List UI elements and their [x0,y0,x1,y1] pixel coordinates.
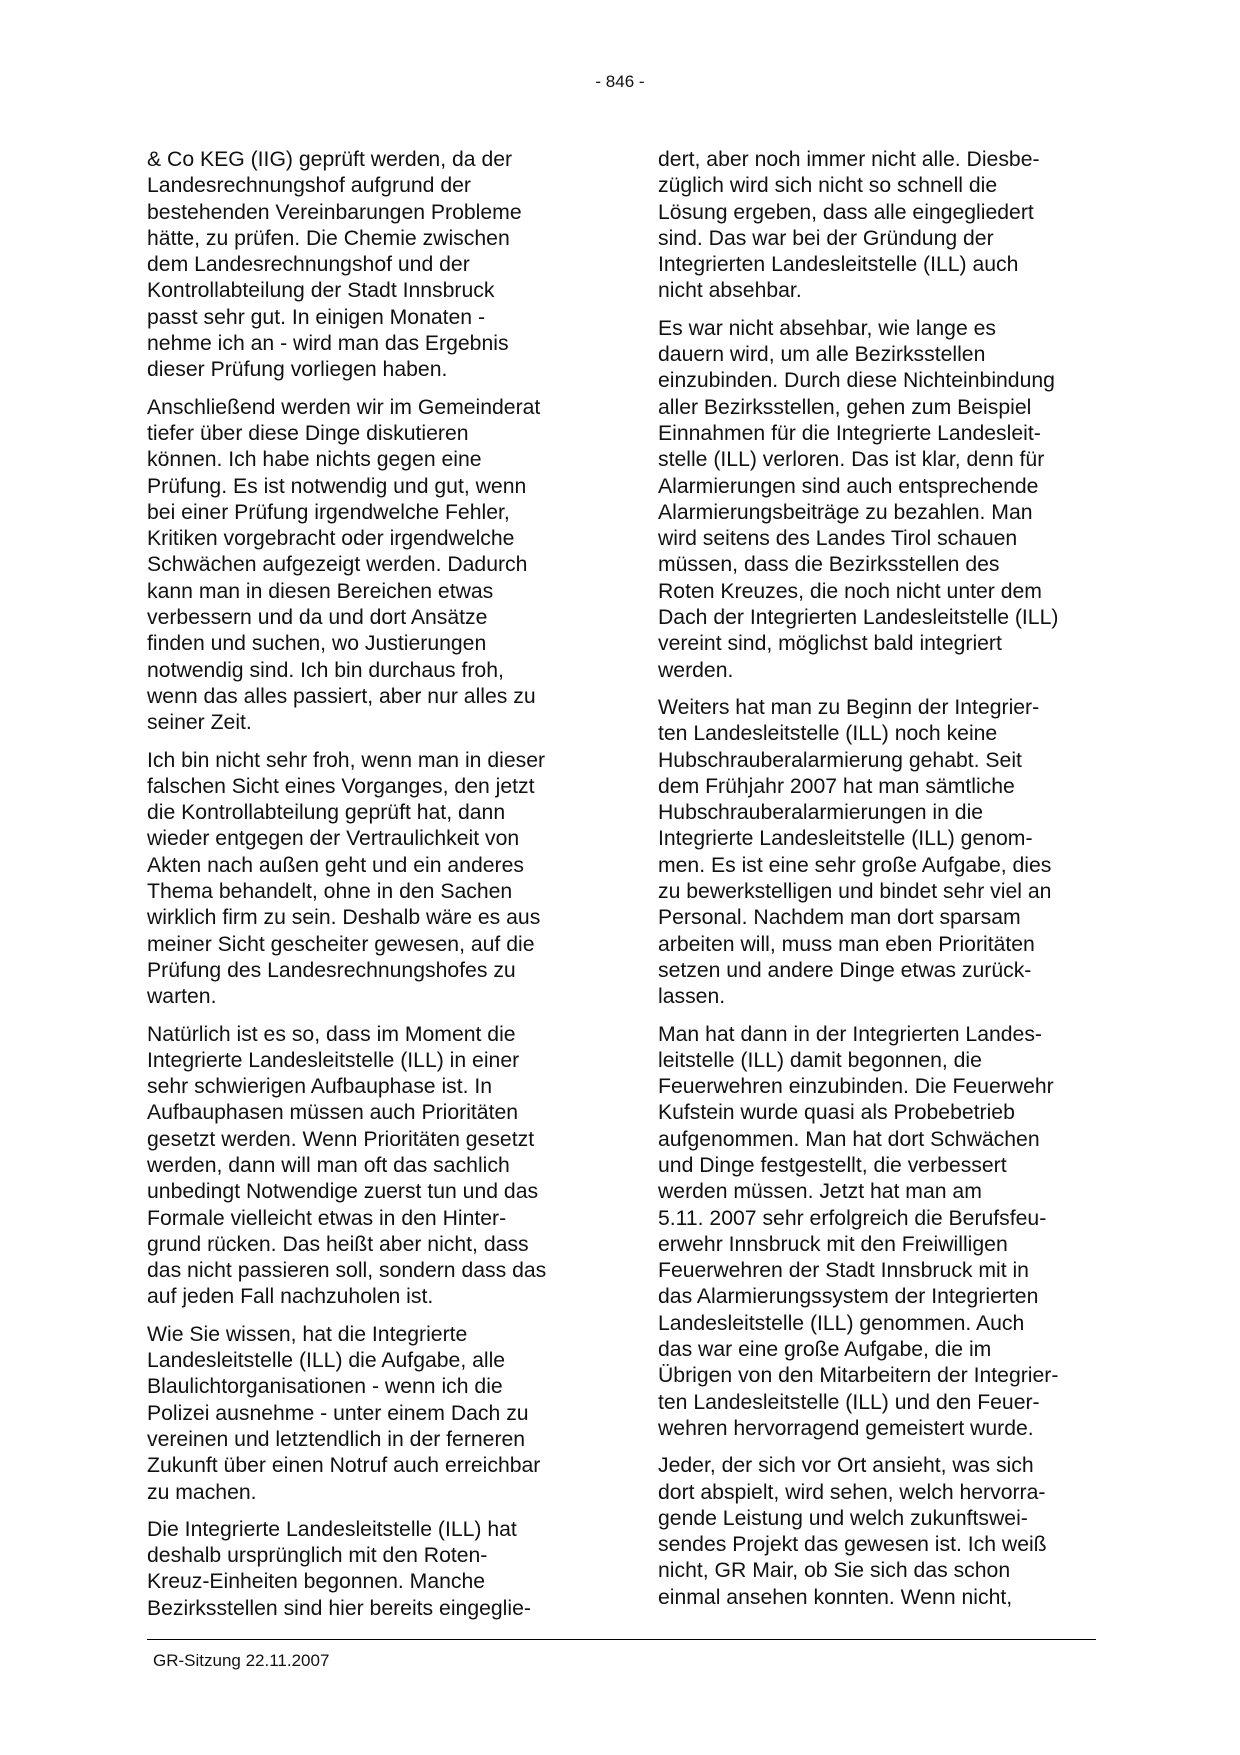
text-line: Übrigen von den Mitarbeitern der Integrier- [658,1364,1059,1388]
text-line: Polizei ausnehme - unter einem Dach zu [147,1401,529,1425]
text-line: gesetzt werden. Wenn Prioritäten gesetzt [147,1127,535,1151]
text-line: nehme ich an - wird man das Ergebnis [147,332,509,356]
text-line: dieser Prüfung vorliegen haben. [147,358,448,382]
text-line: dem Frühjahr 2007 hat man sämtliche [658,774,1015,798]
text-line: Schwächen aufgezeigt werden. Dadurch [147,553,528,577]
text-line: Dach der Integrierten Landesleitstelle (ILL) [658,606,1059,630]
text-line: aller Bezirksstellen, gehen zum Beispiel [658,395,1032,419]
text-line: unbedingt Notwendige zuerst tun und das [147,1180,539,1204]
right-column [658,147,1106,1622]
text-line: dort abspielt, wird sehen, welch hervorra- [658,1480,1046,1504]
text-line: Kritiken vorgebracht oder irgendwelche [147,527,515,551]
text-line: einmal ansehen konnten. Wenn nicht, [658,1585,1013,1609]
text-line: Formale vielleicht etwas in den Hinter- [147,1206,507,1230]
text-line: deshalb ursprünglich mit den Roten- [147,1544,488,1568]
text-line: Jeder, der sich vor Ort ansieht, was sich [658,1454,1034,1478]
text-line: passt sehr gut. In einigen Monaten - [147,305,486,329]
text-line: stelle (ILL) verloren. Das ist klar, denn für [658,448,1045,472]
text-line: sehr schwierigen Aufbauphase ist. In [147,1075,493,1099]
text-line: Prüfung. Es ist notwendig und gut, wenn [147,474,527,498]
text-line: men. Es ist eine sehr große Aufgabe, dies [658,853,1052,877]
text-line: aufgenommen. Man hat dort Schwächen [658,1127,1040,1151]
text-line: vereint sind, möglichst bald integriert [658,632,1002,656]
text-line: & Co KEG (IIG) geprüft werden, da der [147,148,513,171]
text-line: Kreuz-Einheiten begonnen. Manche [147,1570,486,1594]
text-line: Integrierte Landesleitstelle (ILL) in einer [147,1048,520,1072]
text-line: erwehr Innsbruck mit den Freiwilligen [658,1232,1008,1256]
paragraph [147,395,595,737]
text-line: Roten Kreuzes, die noch nicht unter dem [658,579,1042,603]
text-line: wenn das alles passiert, aber nur alles zu [147,684,536,708]
text-line: bei einer Prüfung irgendwelche Fehler, [147,500,510,524]
paragraph [147,1022,595,1311]
text-line: zu bewerkstelligen und bindet sehr viel an [658,880,1052,904]
text-line: Ich bin nicht sehr froh, wenn man in dieser [147,748,546,772]
text-line: Wie Sie wissen, hat die Integrierte [147,1322,468,1346]
footer-divider [147,1639,1096,1640]
text-line: Personal. Nachdem man dort sparsam [658,906,1021,930]
text-line: die Kontrollabteilung geprüft hat, dann [147,801,506,825]
text-line: sind. Das war bei der Gründung der [658,226,994,250]
text-line: auf jeden Fall nachzuholen ist. [147,1285,434,1309]
text-line: Man hat dann in der Integrierten Landes- [658,1022,1042,1046]
text-line: das war eine große Aufgabe, die im [658,1338,992,1362]
text-line: Aufbauphasen müssen auch Prioritäten [147,1101,519,1125]
text-line: verbessern und da und dort Ansätze [147,606,488,630]
text-line: ten Landesleitstelle (ILL) noch keine [658,722,998,746]
text-line: züglich wird sich nicht so schnell die [658,174,998,198]
text-line: einzubinden. Durch diese Nichteinbindung [658,369,1055,393]
text-line: Alarmierungen sind auch entsprechende [658,474,1039,498]
text-line: sendes Projekt das gewesen ist. Ich weiß [658,1533,1047,1557]
text-line: hätte, zu prüfen. Die Chemie zwischen [147,226,510,250]
text-line: Landesrechnungshof aufgrund der [147,174,471,198]
paragraph [147,147,595,384]
text-line: Kufstein wurde quasi als Probebetrieb [658,1101,1015,1125]
text-line: finden und suchen, wo Justierungen [147,632,487,656]
text-line: werden, dann will man oft das sachlich [147,1153,510,1177]
paragraph [658,147,1106,305]
text-line: dert, aber noch immer nicht alle. Diesbe- [658,148,1040,171]
text-line: Akten nach außen geht und ein anderes [147,853,524,877]
text-line: Landesleitstelle (ILL) die Aufgabe, alle [147,1349,506,1373]
text-line: Alarmierungsbeiträge zu bezahlen. Man [658,500,1033,524]
text-line: wehren hervorragend gemeistert wurde. [658,1416,1034,1440]
text-line: Kontrollabteilung der Stadt Innsbruck [147,279,495,303]
paragraph [658,695,1106,1011]
footer-session-date: GR-Sitzung 22.11.2007 [153,1651,330,1670]
text-line: und Dinge festgestellt, die verbessert [658,1153,1007,1177]
text-line: setzen und andere Dinge etwas zurück- [658,958,1032,982]
text-line: wirklich firm zu sein. Deshalb wäre es aus [147,906,541,930]
paragraph [147,748,595,1011]
text-line: Integrierten Landesleitstelle (ILL) auch [658,253,1019,277]
text-line: vereinen und letztendlich in der ferneren [147,1427,526,1451]
text-line: 5.11. 2007 sehr erfolgreich die Berufsfeu- [658,1206,1047,1230]
text-line: wird seitens des Landes Tirol schauen [658,527,1018,551]
text-line: dauern wird, um alle Bezirksstellen [658,343,986,367]
text-line: nicht, GR Mair, ob Sie sich das schon [658,1559,1011,1583]
text-line: notwendig sind. Ich bin durchaus froh, [147,658,504,682]
text-line: Integrierte Landesleitstelle (ILL) genom- [658,827,1033,851]
text-line: Zukunft über einen Notruf auch erreichbar [147,1454,541,1478]
paragraph [658,316,1106,684]
text-line: wieder entgegen der Vertraulichkeit von [147,827,520,851]
text-line: Thema behandelt, ohne in den Sachen [147,880,513,904]
paragraph [147,1322,595,1506]
text-line: Hubschrauberalarmierung gehabt. Seit [658,748,1022,772]
text-line: können. Ich habe nichts gegen eine [147,448,482,472]
text-line: bestehenden Vereinbarungen Probleme [147,200,522,224]
text-line: Natürlich ist es so, dass im Moment die [147,1022,516,1046]
text-line: Bezirksstellen sind hier bereits eingeglie- [147,1596,531,1620]
text-line: Blaulichtorganisationen - wenn ich die [147,1375,503,1399]
text-line: ten Landesleitstelle (ILL) und den Feuer- [658,1390,1040,1414]
text-line: seiner Zeit. [147,711,252,735]
text-line: gende Leistung und welch zukunftswei- [658,1506,1028,1530]
text-line: grund rücken. Das heißt aber nicht, dass [147,1232,529,1256]
text-line: Landesleitstelle (ILL) genommen. Auch [658,1311,1025,1335]
text-line: Lösung ergeben, dass alle eingegliedert [658,200,1034,224]
text-line: arbeiten will, muss man eben Prioritäten [658,932,1035,956]
text-line: dem Landesrechnungshof und der [147,253,470,277]
page-number: - 846 - [595,72,645,91]
text-line: lassen. [658,985,726,1009]
text-line: kann man in diesen Bereichen etwas [147,579,494,603]
text-line: Hubschrauberalarmierungen in die [658,801,984,825]
text-line: zu machen. [147,1480,257,1504]
text-line: Prüfung des Landesrechnungshofes zu [147,958,516,982]
text-line: das Alarmierungssystem der Integrierten [658,1285,1039,1309]
text-line: Einnahmen für die Integrierte Landesleit- [658,421,1041,445]
text-line: Es war nicht absehbar, wie lange es [658,316,997,340]
text-line: werden. [658,658,734,682]
text-line: müssen, dass die Bezirksstellen des [658,553,1000,577]
text-line: Feuerwehren der Stadt Innsbruck mit in [658,1259,1029,1283]
text-line: falschen Sicht eines Vorganges, den jetzt [147,774,535,798]
text-line: leitstelle (ILL) damit begonnen, die [658,1048,982,1072]
text-line: Weiters hat man zu Beginn der Integrier- [658,695,1040,719]
text-line: tiefer über diese Dinge diskutieren [147,421,469,445]
paragraph [658,1453,1106,1611]
text-line: werden müssen. Jetzt hat man am [658,1180,982,1204]
paragraph [147,1517,595,1622]
left-column [147,147,595,1633]
text-line: Anschließend werden wir im Gemeinderat [147,395,541,419]
text-line: meiner Sicht gescheiter gewesen, auf die [147,932,535,956]
text-line: warten. [147,985,217,1009]
text-line: Feuerwehren einzubinden. Die Feuerwehr [658,1075,1054,1099]
paragraph [658,1022,1106,1443]
text-line: nicht absehbar. [658,279,802,303]
text-line: das nicht passieren soll, sondern dass das [147,1259,547,1283]
text-line: Die Integrierte Landesleitstelle (ILL) hat [147,1517,517,1541]
